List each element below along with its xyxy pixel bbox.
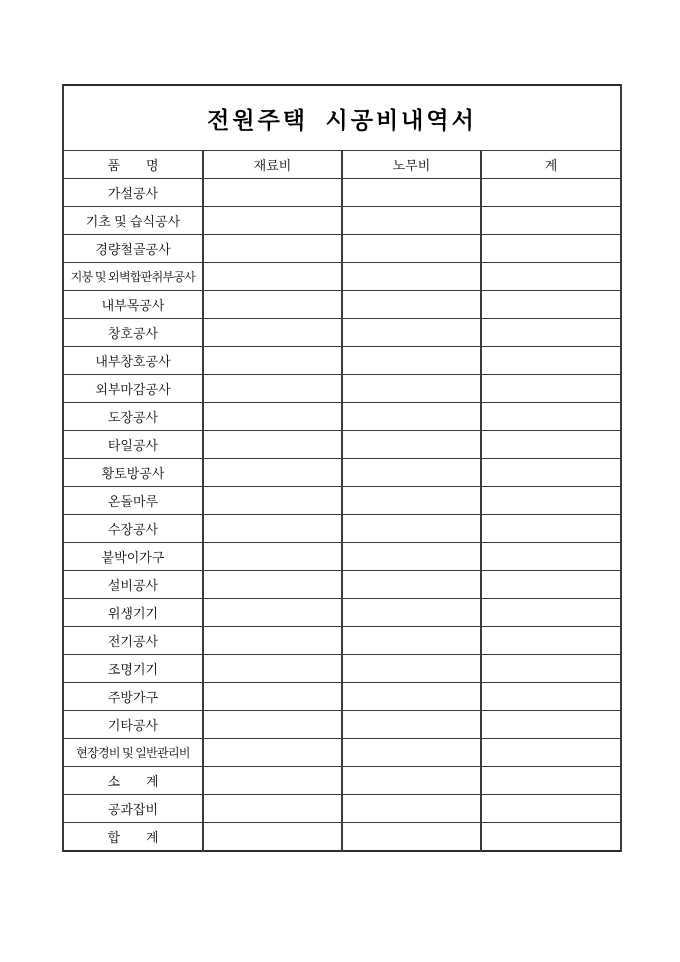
labor-cost-cell — [342, 319, 481, 347]
col-header-material: 재료비 — [203, 151, 342, 179]
col-header-labor: 노무비 — [342, 151, 481, 179]
labor-cost-cell — [342, 515, 481, 543]
material-cost-cell — [203, 207, 342, 235]
material-cost-cell — [203, 599, 342, 627]
total-cell — [481, 207, 621, 235]
table-row — [63, 711, 621, 739]
labor-cost-cell — [342, 431, 481, 459]
item-name-cell: 기타공사 — [63, 711, 203, 739]
material-cost-cell — [203, 683, 342, 711]
item-name-cell: 붙박이가구 — [63, 543, 203, 571]
material-cost-cell — [203, 459, 342, 487]
table-row — [63, 795, 621, 823]
total-cell — [481, 767, 621, 795]
item-name-cell: 가설공사 — [63, 179, 203, 207]
item-name-cell: 수장공사 — [63, 515, 203, 543]
item-name-cell: 타일공사 — [63, 431, 203, 459]
cost-table — [62, 84, 622, 852]
material-cost-cell — [203, 431, 342, 459]
labor-cost-cell — [342, 795, 481, 823]
table-row — [63, 291, 621, 319]
table-row — [63, 515, 621, 543]
labor-cost-cell — [342, 403, 481, 431]
table-row — [63, 571, 621, 599]
table-row — [63, 347, 621, 375]
labor-cost-cell — [342, 739, 481, 767]
col-header-item: 품 명 — [63, 151, 203, 179]
material-cost-cell — [203, 319, 342, 347]
total-cell — [481, 515, 621, 543]
total-cell — [481, 823, 621, 852]
table-row — [63, 599, 621, 627]
total-cell — [481, 571, 621, 599]
material-cost-cell — [203, 263, 342, 291]
table-row — [63, 207, 621, 235]
item-name-cell: 소 계 — [63, 767, 203, 795]
material-cost-cell — [203, 403, 342, 431]
table-row — [63, 459, 621, 487]
labor-cost-cell — [342, 263, 481, 291]
total-cell — [481, 739, 621, 767]
table-row — [63, 403, 621, 431]
col-header-total: 계 — [481, 151, 621, 179]
item-name-cell: 공과잡비 — [63, 795, 203, 823]
document-title: 전원주택 시공비내역서 — [63, 85, 621, 151]
labor-cost-cell — [342, 627, 481, 655]
total-cell — [481, 795, 621, 823]
material-cost-cell — [203, 515, 342, 543]
labor-cost-cell — [342, 571, 481, 599]
item-name-cell: 설비공사 — [63, 571, 203, 599]
item-name-cell: 내부창호공사 — [63, 347, 203, 375]
total-cell — [481, 319, 621, 347]
material-cost-cell — [203, 711, 342, 739]
material-cost-cell — [203, 823, 342, 852]
total-cell — [481, 487, 621, 515]
table-row — [63, 235, 621, 263]
item-name-cell: 온돌마루 — [63, 487, 203, 515]
table-row — [63, 375, 621, 403]
labor-cost-cell — [342, 823, 481, 852]
material-cost-cell — [203, 767, 342, 795]
material-cost-cell — [203, 795, 342, 823]
labor-cost-cell — [342, 711, 481, 739]
labor-cost-cell — [342, 291, 481, 319]
labor-cost-cell — [342, 683, 481, 711]
material-cost-cell — [203, 179, 342, 207]
total-cell — [481, 375, 621, 403]
labor-cost-cell — [342, 599, 481, 627]
table-row — [63, 823, 621, 852]
material-cost-cell — [203, 571, 342, 599]
item-name-cell: 기초 및 습식공사 — [63, 207, 203, 235]
table-row — [63, 179, 621, 207]
table-row — [63, 683, 621, 711]
total-cell — [481, 291, 621, 319]
table-body — [63, 179, 621, 852]
total-cell — [481, 655, 621, 683]
item-name-cell: 외부마감공사 — [63, 375, 203, 403]
total-cell — [481, 179, 621, 207]
total-cell — [481, 263, 621, 291]
table-row — [63, 263, 621, 291]
item-name-cell: 창호공사 — [63, 319, 203, 347]
item-name-cell: 내부목공사 — [63, 291, 203, 319]
material-cost-cell — [203, 739, 342, 767]
item-name-cell: 지붕 및 외벽합판취부공사 — [63, 263, 203, 291]
table-row — [63, 627, 621, 655]
item-name-cell: 현장경비 및 일반관리비 — [63, 739, 203, 767]
material-cost-cell — [203, 655, 342, 683]
labor-cost-cell — [342, 543, 481, 571]
table-row — [63, 767, 621, 795]
item-name-cell: 위생기기 — [63, 599, 203, 627]
total-cell — [481, 431, 621, 459]
table-row — [63, 655, 621, 683]
total-cell — [481, 459, 621, 487]
labor-cost-cell — [342, 655, 481, 683]
total-cell — [481, 683, 621, 711]
total-cell — [481, 235, 621, 263]
item-name-cell: 주방가구 — [63, 683, 203, 711]
total-cell — [481, 599, 621, 627]
material-cost-cell — [203, 487, 342, 515]
labor-cost-cell — [342, 207, 481, 235]
total-cell — [481, 711, 621, 739]
table-row — [63, 739, 621, 767]
labor-cost-cell — [342, 235, 481, 263]
material-cost-cell — [203, 347, 342, 375]
table-row — [63, 543, 621, 571]
total-cell — [481, 543, 621, 571]
item-name-cell: 경량철골공사 — [63, 235, 203, 263]
item-name-cell: 전기공사 — [63, 627, 203, 655]
item-name-cell: 합 계 — [63, 823, 203, 852]
material-cost-cell — [203, 235, 342, 263]
table-row — [63, 319, 621, 347]
material-cost-cell — [203, 543, 342, 571]
total-cell — [481, 627, 621, 655]
item-name-cell: 조명기기 — [63, 655, 203, 683]
total-cell — [481, 347, 621, 375]
labor-cost-cell — [342, 459, 481, 487]
header-row — [63, 151, 621, 179]
material-cost-cell — [203, 627, 342, 655]
item-name-cell: 황토방공사 — [63, 459, 203, 487]
item-name-cell: 도장공사 — [63, 403, 203, 431]
title-row — [63, 85, 621, 151]
material-cost-cell — [203, 375, 342, 403]
labor-cost-cell — [342, 375, 481, 403]
labor-cost-cell — [342, 347, 481, 375]
labor-cost-cell — [342, 179, 481, 207]
total-cell — [481, 403, 621, 431]
material-cost-cell — [203, 291, 342, 319]
table-row — [63, 431, 621, 459]
labor-cost-cell — [342, 487, 481, 515]
table-row — [63, 487, 621, 515]
labor-cost-cell — [342, 767, 481, 795]
